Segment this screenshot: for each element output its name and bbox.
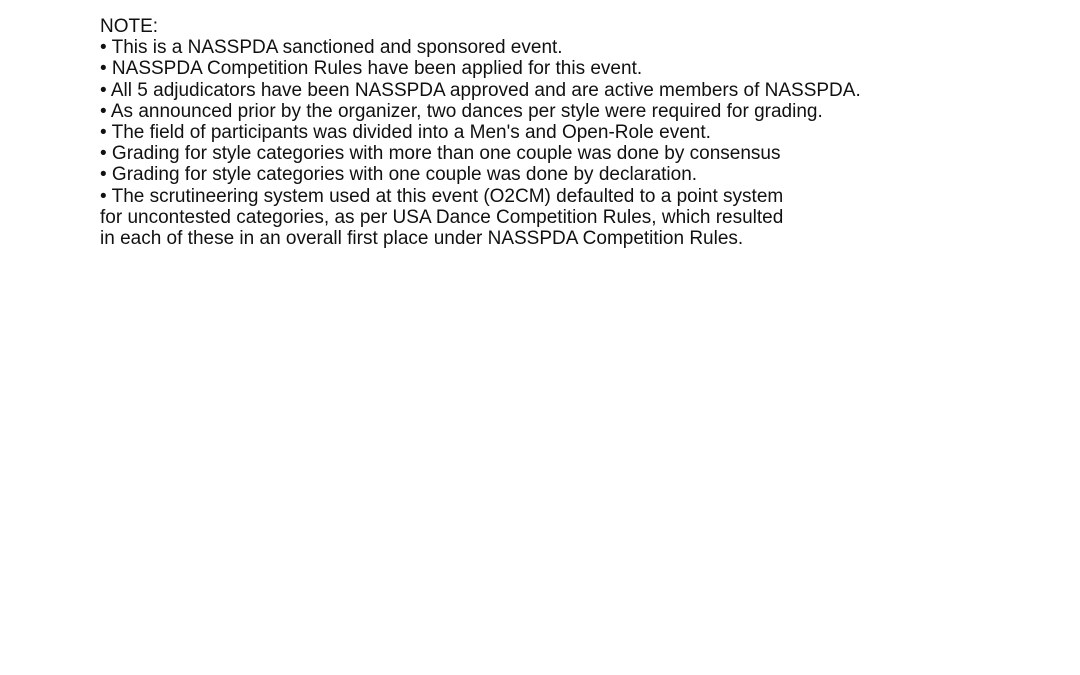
note-line: • Grading for style categories with one couple was done by declaration. (100, 164, 698, 186)
note-heading: NOTE: (100, 16, 159, 37)
note-line: • The field of participants was divided into a Men's and Open-Role event. (100, 122, 711, 144)
note-line: • All 5 adjudicators have been NASSPDA approved and are active members of NASSPDA. (100, 79, 861, 101)
note-block (100, 16, 861, 249)
note-line: • This is a NASSPDA sanctioned and sponsored event. (100, 37, 563, 59)
note-line: • As announced prior by the organizer, two dances per style were required for grading. (100, 100, 823, 122)
note-line: • The scrutineering system used at this event (O2CM) defaulted to a point system (100, 185, 784, 207)
note-line: in each of these in an overall first place under NASSPDA Competition Rules. (100, 228, 744, 250)
note-line: • Grading for style categories with more than one couple was done by consensus (100, 143, 781, 165)
note-line: • NASSPDA Competition Rules have been applied for this event. (100, 58, 643, 80)
note-line: for uncontested categories, as per USA Dance Competition Rules, which resulted (100, 206, 784, 228)
